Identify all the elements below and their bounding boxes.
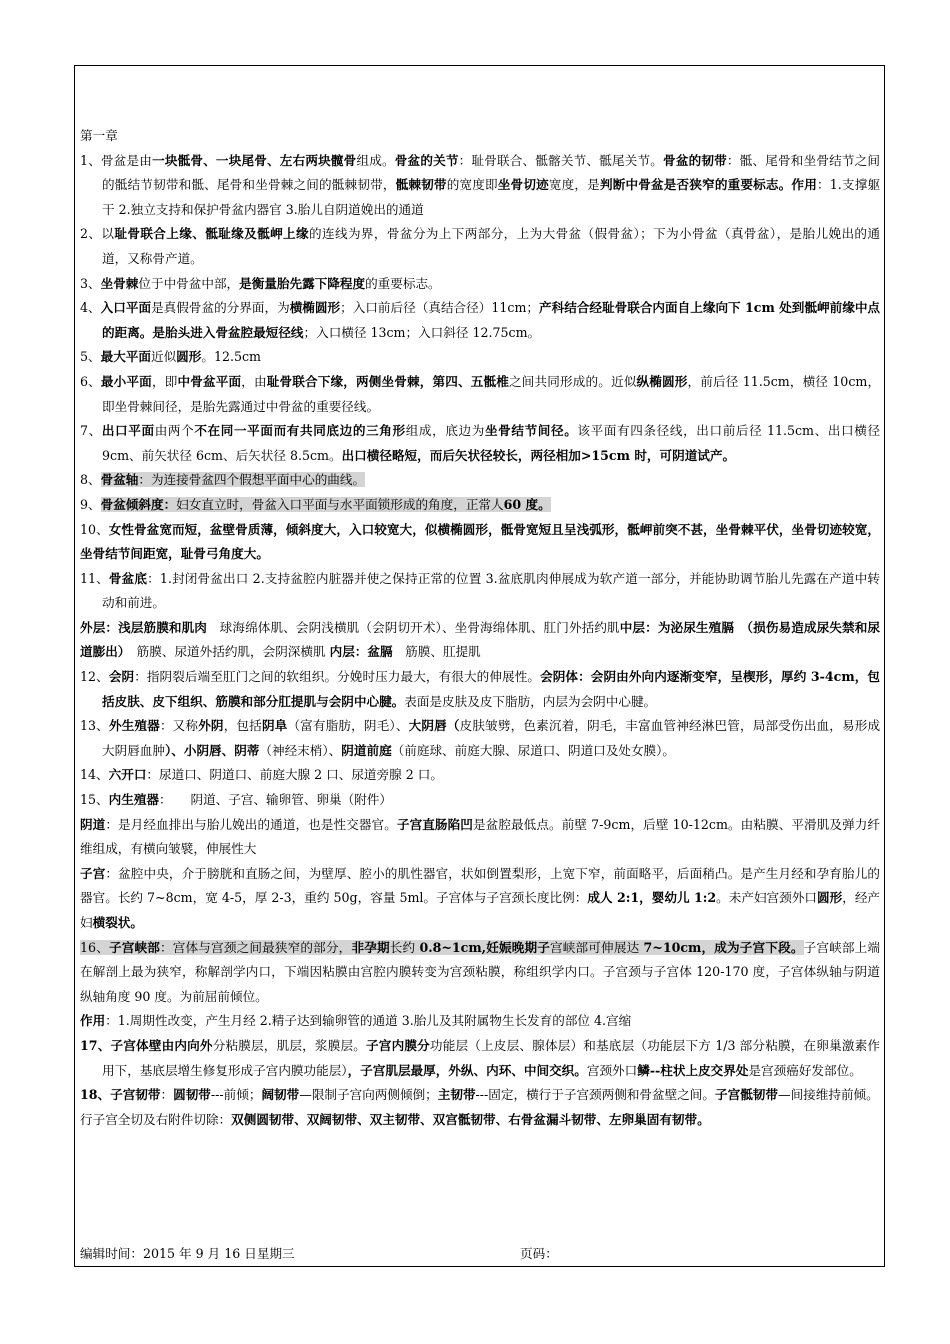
text-run: 子宫骶韧带 [715,1087,778,1103]
text-run: 5、 [80,349,101,365]
text-run: 的宽度即 [446,177,498,193]
text-run: 外生殖器 [108,718,160,734]
text-run: 8、 [80,472,101,488]
page-number-label: 页码： [520,1246,558,1261]
text-run: 12、 [80,669,109,685]
text-run: ：又称 [159,718,199,734]
text-run: 圆韧带 [173,1087,211,1103]
text-run: 坐骨切迹 [497,177,549,193]
text-run: 骨盆底 [108,570,148,586]
text-run: 长约 [389,939,420,955]
paragraph-18 [80,862,880,936]
text-run: ：尿道口、阴道口、前庭大腺 2 口、尿道旁腺 2 口。 [146,767,443,783]
paragraph-list [80,149,880,1133]
text-run: 判断中骨盆是否狭窄的重要标志。作用 [599,177,817,193]
text-run: 13、 [80,718,109,734]
text-run: 宫颈外口 [586,1062,638,1078]
text-run: ---前倾； [210,1087,262,1103]
text-run: ：宫体与宫颈之间最狭窄的部分， [160,939,352,955]
text-run: ： [160,1087,174,1103]
text-run: 非孕期 [351,939,390,955]
text-run: ：1.封闭骨盆出口 2.支持盆腔内脏器并使之保持正常的位置 3.盆底肌肉伸展成为软产道一部分，并能协助调节胎儿先露在产道中转动和前进。 [102,570,880,611]
text-run: ：是月经血排出与胎儿娩出的通道，也是性交器官。 [105,816,397,832]
text-run: 。12.5cm [201,349,261,365]
text-run: ：为连接骨盆四个假想平面中心的曲线。 [138,472,366,488]
text-run: ，前后径 11.5cm，横径 10cm，即坐骨棘间径，是胎先露通过中骨盆的重要径线。 [102,373,881,414]
paragraph-6 [80,370,880,419]
text-run: 是衡量胎先露下降程度 [239,275,366,291]
text-run: 阴道 [80,816,106,832]
paragraph-13 [80,665,880,714]
text-run: 是盆腔最低点。前壁 7-9cm，后壁 10-12cm。由粘膜、平滑肌及弹力纤维组成，有横向皱襞，伸展性大 [80,816,881,857]
text-run: 骨盆的关节 [394,152,459,168]
text-run: 骨盆轴 [100,472,139,488]
text-run: 是宫颈癌好发部位。 [748,1062,862,1078]
text-run: 7、 [80,423,102,439]
text-run: 中骨盆平面 [177,373,242,389]
text-run: 6、 [80,373,101,389]
text-run: 17、子宫体壁由内向外 [80,1037,213,1053]
text-run: 组成。 [356,152,395,168]
text-run: 主韧带 [437,1087,476,1103]
text-run: 外层：浅层筋膜和肌肉 [80,619,207,635]
text-run: 横裂状。 [92,915,143,930]
text-run: 位于中骨盆中部， [138,275,240,291]
text-run: ，经产妇 [80,890,881,930]
text-run: 0.8~1cm,妊娠晚期子 [419,939,551,955]
text-run: 7~10cm，成为子宫下段。 [643,939,804,955]
text-run: 耻骨联合上缘、骶耻缘及骶岬上缘 [114,226,310,242]
text-run: 9、 [80,496,101,512]
text-run: 不在同一平面而有共同底边的三角形 [194,423,406,439]
paragraph-14 [80,714,880,763]
text-run: 阴阜 [261,718,288,734]
text-run: 出口平面 [101,423,155,439]
text-run: 内层：盆膈 [329,644,393,660]
text-run: 近似 [150,349,177,365]
paragraph-22 [80,1083,880,1108]
text-run: —限制子宫向两侧倾倒； [299,1087,438,1103]
document-body [80,124,880,1132]
text-run: 内生殖器 [108,792,159,808]
paragraph-3 [80,272,880,297]
page-footer [80,1244,558,1264]
text-run: 骶棘韧带 [395,177,447,193]
text-run: 11、 [80,570,109,586]
text-run: 。未产妇宫颈外口 [716,890,817,906]
text-run: （前庭球、前庭大腺、尿道口、阴道口及处女膜）。 [391,742,676,758]
text-run: 子宫峡部 [108,939,161,955]
text-run: ；入口前后径（真结合径）11cm； [340,300,539,316]
paragraph-19 [80,936,880,1010]
text-run: ，包括 [223,718,262,734]
text-run: 出口横径略短，而后矢状径较长，两径相加>15cm 时，可阴道试产。 [341,447,736,463]
text-run: 3、 [80,275,101,291]
paragraph-5 [80,345,880,370]
text-run: ：骶、尾骨和坐骨结节之间的骶结节韧带和骶、尾骨和坐骨棘之间的骶棘韧带， [102,152,881,193]
paragraph-9 [80,493,880,518]
text-run: 大阴唇（ [408,718,460,734]
paragraph-12 [80,616,880,665]
text-run: 纵椭圆形 [636,373,688,389]
text-run: 是真假骨盆的分界面，为 [151,300,290,316]
text-run: 阴道前庭 [341,742,392,758]
text-run: 六开口 [108,767,147,783]
text-run: 的重要标志。 [365,275,441,291]
text-run: 圆形 [817,890,843,906]
text-run: 宫峡部可伸展达 [550,939,644,955]
text-run: 骨盆的韧带 [663,152,727,168]
text-run: 骨盆倾斜度： [100,496,177,512]
text-run: 鳞--柱状上皮交界处 [637,1062,749,1078]
text-run: 产科结合经耻骨联合内面自上缘向下 1cm 处到骶岬前缘中点的距离。是胎头进入骨盆腔最短径线 [102,300,881,340]
text-run: 之间共同形成的。近似 [509,373,637,389]
text-run: 4、 [80,300,101,316]
text-run: 女性骨盆宽而短，盆壁骨质薄，倾斜度大，入口较宽大，似横椭圆形，骶骨宽短且呈浅弧形，骶岬前突不甚，坐骨棘平伏，坐骨切迹较宽，坐骨结节间距宽，耻骨弓角度大。 [80,521,881,562]
text-run: 双侧圆韧带、双阔韧带、双主韧带、双宫骶韧带、右骨盆漏斗韧带、左卵巢固有韧带。 [231,1111,710,1127]
paragraph-16 [80,788,880,813]
text-run: ）、小阴唇、阴蒂 [164,742,260,758]
edit-time: 编辑时间：2015 年 9 月 16 日星期三 [80,1246,295,1261]
text-run: 子宫 [80,865,106,881]
text-run: 筋膜、尿道外括约肌，会阴深横肌 [124,644,330,660]
text-run: 成人 2:1，婴幼儿 1:2 [587,890,717,906]
text-run: 横椭圆形 [289,300,341,316]
paragraph-4 [80,296,880,345]
text-run: 的连线为界，骨盆分为上下两部分，上为大骨盆（假骨盆）；下为小骨盆（真骨盆），是胎儿娩出的通道，又称骨产道。 [102,226,881,266]
text-run: 行子宫全切及右附件切除： [80,1111,232,1127]
text-run: 作用 [80,1013,106,1029]
text-run: ：指阴裂后端至肛门之间的软组织。分娩时压力最大，有很大的伸展性。 [134,669,541,685]
text-run: 中层：为泌尿生殖膈 （损伤易造成尿失禁和尿道膨出） [80,619,880,660]
paragraph-15 [80,763,880,788]
paragraph-17 [80,813,880,862]
text-run: 筋膜、肛提肌 [392,644,481,660]
text-run: （神经末梢）、 [259,742,342,758]
paragraph-20 [80,1009,880,1034]
text-run: 表面是皮肤及皮下脂肪，内层为会阴中心腱。 [404,693,657,709]
text-run: 2、以 [80,226,115,242]
text-run: ：1.周期性改变，产生月经 2.精子达到输卵管的通道 3.胎儿及其附属物生长发育的部位 4.宫缩 [105,1013,632,1029]
text-run: 由两个 [154,423,195,439]
text-run: 功能层（上皮层、腺体层）和基底层（功能层下方 1/3 部分粘膜，在卵巢激素作用下，基底层增生修复形成子宫内膜功能层） [102,1037,881,1078]
text-run: 坐骨棘 [100,275,139,291]
text-run: ---固定，横行于子宫颈两侧和骨盆壁之间。 [475,1087,715,1103]
text-run: 入口平面 [100,300,152,316]
text-run: 14、 [80,767,109,783]
text-run: 15、 [80,792,109,808]
text-run: ：盆腔中央，介于膀胱和直肠之间，为壁厚、腔小的肌性器官，状如倒置梨形，上宽下窄，前面略平，后面稍凸。是产生月经和孕育胎儿的器官。长约 7~8cm，宽 4-5，厚 2-3，重约 50g，容量 5ml。子宫体与子宫颈长度比例： [80,865,881,906]
text-run: 该平面有四条径线，出口前后径 11.5cm、出口横径 9cm、前矢状径 6cm、后矢状径 8.5cm。 [102,423,881,463]
text-run: 60 度。 [503,496,551,512]
text-run: 子宫峡部上端在解剖上最为狭窄，称解剖学内口，下端因粘膜由宫腔内膜转变为宫颈粘膜，称组织学内口。子宫颈与子宫体 120-170 度，子宫体纵轴与阴道纵轴角度 90 度。为前屈前倾位。 [80,939,881,1004]
text-run: 耻骨联合下缘，两侧坐骨棘，第四、五骶椎 [266,373,509,389]
text-run: —间接维持前倾。 [777,1087,879,1103]
text-run: 16、 [80,939,109,955]
paragraph-10 [80,518,880,567]
text-run: ，子宫肌层最厚，外纵、内环、中间交织。 [347,1062,587,1078]
text-run: 分粘膜层，肌层，浆膜层。 [212,1037,367,1053]
text-run: 阔韧带 [261,1087,300,1103]
text-run: ：1.支撑躯干 2.独立支持和保护骨盆内器官 3.胎儿自阴道娩出的通道 [102,177,881,217]
text-run: 球海绵体肌、会阴浅横肌（会阴切开术）、坐骨海绵体肌、肛门外括约肌 [206,619,620,635]
text-run: 1、骨盆是由 [80,152,153,168]
text-run: （富有脂肪，阴毛）、 [287,718,409,734]
text-run: ：耻骨联合、骶髂关节、骶尾关节。 [458,152,664,168]
text-run: 最小平面 [100,373,152,389]
chapter-heading: 第一章 [80,128,118,143]
text-run: 组成，底边为 [405,423,485,439]
paragraph-21 [80,1034,880,1083]
text-run: ，即 [151,373,178,389]
text-run: 坐骨结节间径。 [484,423,578,439]
text-run: 皮肤皱劈，色素沉着，阴毛，丰富血管神经淋巴管，局部受伤出血，易形成大阴唇血肿 [102,718,881,758]
paragraph-8 [80,468,880,493]
text-run: 一块骶骨、一块尾骨、左右两块髋骨 [152,152,357,168]
text-run: 10、 [80,521,109,537]
text-run: 子宫内膜分 [366,1037,430,1053]
text-run: 子宫直肠陷凹 [396,816,473,832]
text-run: 宽度，是 [548,177,600,193]
text-run: 圆形 [176,349,202,365]
text-run: ，由 [241,373,267,389]
paragraph-11 [80,567,880,616]
paragraph-2 [80,222,880,271]
paragraph-23 [80,1108,880,1133]
text-run: 会阴体：会阴由外向内逐渐变窄，呈楔形，厚约 3-4cm，包括皮肤、皮下组织、筋膜和部分肛提肌与会阴中心腱。 [102,669,881,709]
paragraph-1 [80,149,880,223]
text-run: ： 阴道、子宫、输卵管、卵巢（附件） [159,792,392,808]
text-run: 最大平面 [100,349,151,365]
text-run: ；入口横径 13cm；入口斜径 12.75cm。 [303,324,541,340]
paragraph-7 [80,419,880,468]
text-run: 18、子宫韧带 [80,1087,161,1103]
text-run: 会阴 [108,669,135,685]
text-run: 外阴 [198,718,224,734]
text-run: 妇女直立时，骨盆入口平面与水平面锁形成的角度，正常人 [176,496,504,512]
